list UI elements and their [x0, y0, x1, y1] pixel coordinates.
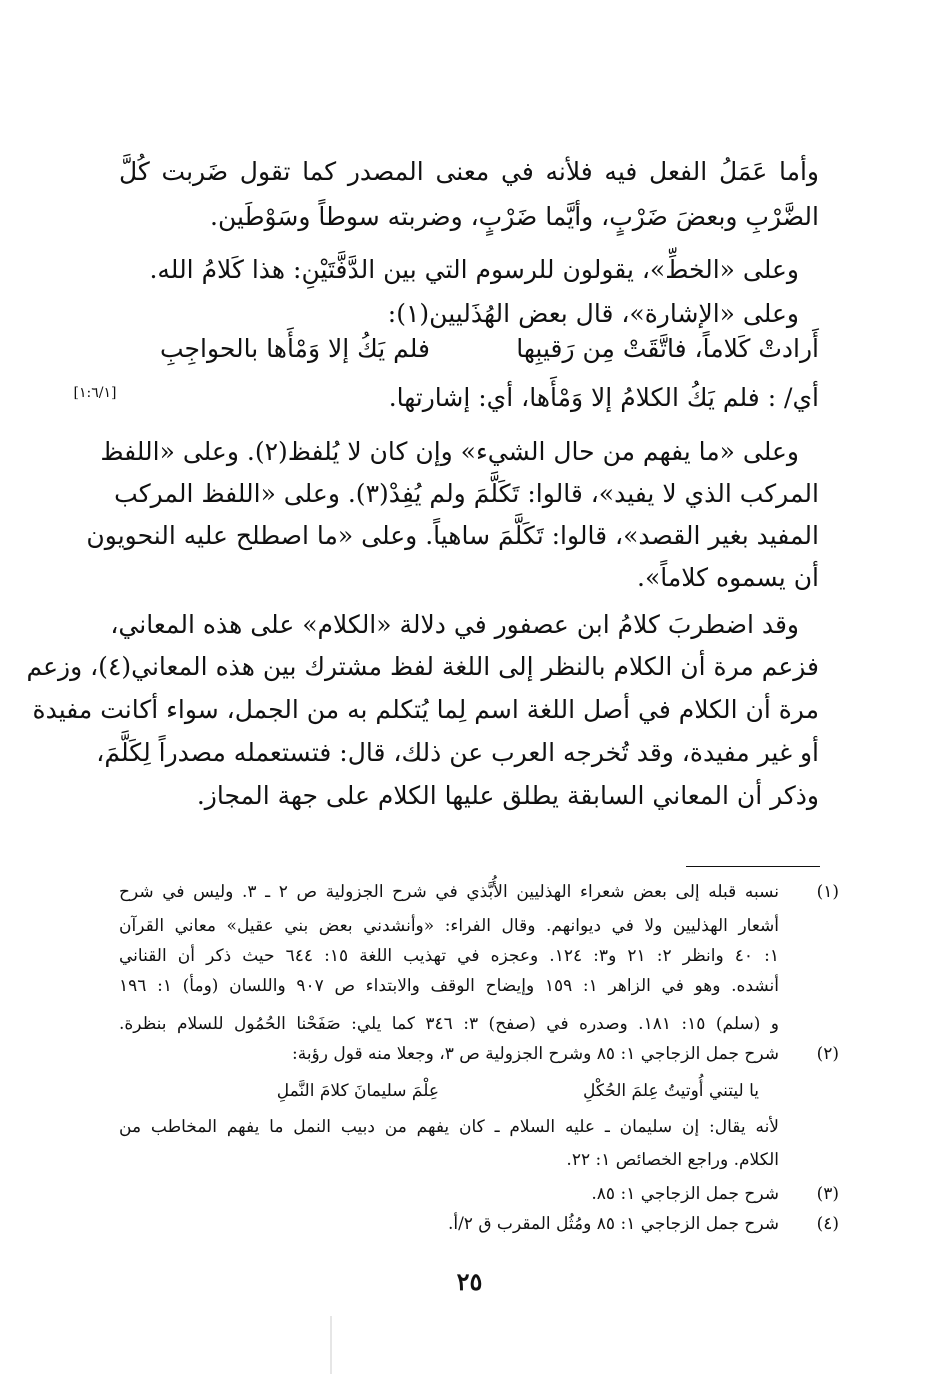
page-edge-mark — [330, 1316, 332, 1374]
body-text-line: وعلى «الخطِّ»، يقولون للرسوم التي بين الدَّفَّتَيْنِ: هذا كَلامُ الله. — [149, 255, 799, 284]
footnote-line: ١: ٤٠ وانظر ٢: ٢١ و٣: ١٢٤. وعجزه في تهذيب اللغة ١٥: ٦٤٤ حيث ذكر أن القناني — [119, 946, 780, 966]
footnote-verse-second: عِلْمَ سليمانَ كلامَ النَّملِ — [276, 1081, 439, 1101]
footnote-line: و (سلم) ١٥: ١٨١. وصدره في (صفح) ٣: ٣٤٦ كما يلي: صَفَحْنا الحُمُول للسلام بنظرة. — [119, 1014, 780, 1034]
footnote-line: الكلام. وراجع الخصائص ١: ٢٢. — [566, 1150, 779, 1170]
body-text-line: وذكر أن المعاني السابقة يطلق عليها الكلام على جهة المجاز. — [196, 781, 819, 810]
body-text-line: أي/ : فلم يَكُ الكلامُ إلا وَمْأَها، أي: إشارتها. — [388, 383, 819, 412]
body-text-line: فزعم مرة أن الكلام بالنظر إلى اللغة لفظ مشترك بين هذه المعاني(٤)، وزعم — [26, 652, 819, 681]
body-text-line: وأما عَمَلُ الفعل فيه فلأنه في معنى المصدر كما تقول ضَربت كُلَّ — [119, 157, 819, 186]
page-number: ٢٥ — [456, 1267, 483, 1296]
footnote-separator — [686, 866, 820, 867]
margin-reference: [١:٦/١] — [73, 385, 117, 401]
body-text-line: المركب الذي لا يفيد»، قالوا: تَكَلَّمَ ولم يُفِدْ(٣). وعلى «اللفظ المركب — [114, 479, 819, 508]
body-text-line: أن يسموه كلاماً». — [637, 563, 819, 592]
footnote-line: نسبه قبله إلى بعض شعراء الهذليين الأُبَّذي في شرح الجزولية ص ٢ ـ ٣. وليس في شرح — [119, 882, 779, 902]
footnote-line: لأنه يقال: إن سليمان ـ عليه السلام ـ كان يفهم من دبيب النمل ما يفهم المخاطب من — [119, 1117, 779, 1137]
body-text-line: الضَّرْبِ وبعضَ ضَرْبٍ، وأيَّما ضَرْبٍ، وضربته سوطاً وسَوْطَين. — [210, 202, 819, 231]
body-text-line: وقد اضطربَ كلامُ ابن عصفور في دلالة «الكلام» على هذه المعاني، — [110, 610, 799, 639]
footnote-line: شرح جمل الزجاجي ١: ٨٥. — [591, 1184, 779, 1204]
verse-first-hemistich: أَرادتْ كَلاماً، فاتَّقَتْ مِن رَقيبِها — [516, 334, 819, 363]
footnote-number: (١) — [816, 882, 839, 902]
footnote-line: شرح جمل الزجاجي ١: ٨٥ وشرح الجزولية ص ٣، وجعلا منه قول رؤبة: — [291, 1044, 779, 1064]
body-text-line: وعلى «الإشارة»، قال بعض الهُذَليين(١): — [387, 299, 799, 328]
footnote-number: (٣) — [816, 1184, 839, 1204]
body-text-line: مرة أن الكلام في أصل اللغة اسم لِما يُتكلم به من الجمل، سواء أكانت مفيدة — [32, 695, 819, 724]
body-text-line: أو غير مفيدة، وقد تُخرجه العرب عن ذلك، قال: فتستعمله مصدراً لِكَلَّمَ، — [96, 738, 819, 767]
footnote-line: أنشده. وهو في الزاهر ١: ١٥٩ وإيضاح الوقف والابتداء ص ٩٠٧ واللسان (ومأ) ١: ١٩٦ — [119, 976, 780, 996]
footnote-number: (٤) — [816, 1214, 839, 1234]
body-text-line: وعلى «ما يفهم من حال الشيء» وإن كان لا يُلفظ(٢). وعلى «اللفظ — [100, 437, 799, 466]
footnote-line: شرح جمل الزجاجي ١: ٨٥ ومُثُل المقرب ق ٢/أ. — [447, 1214, 779, 1234]
footnote-verse-first: يا ليتني أُوتيتُ عِلمَ الحُكْلِ — [583, 1081, 759, 1101]
verse-second-hemistich: فلم يَكُ إلا وَمْأَها بالحواجِبِ — [160, 334, 430, 363]
body-text-line: المفيد بغير القصد»، قالوا: تَكَلَّمَ ساهياً. وعلى «ما اصطلح عليه النحويون — [86, 521, 819, 550]
footnote-line: أشعار الهذليين ولا في ديوانهم. وقال الفراء: «وأنشدني بعض بني عقيل» معاني القرآن — [119, 916, 779, 936]
footnote-number: (٢) — [816, 1044, 839, 1064]
